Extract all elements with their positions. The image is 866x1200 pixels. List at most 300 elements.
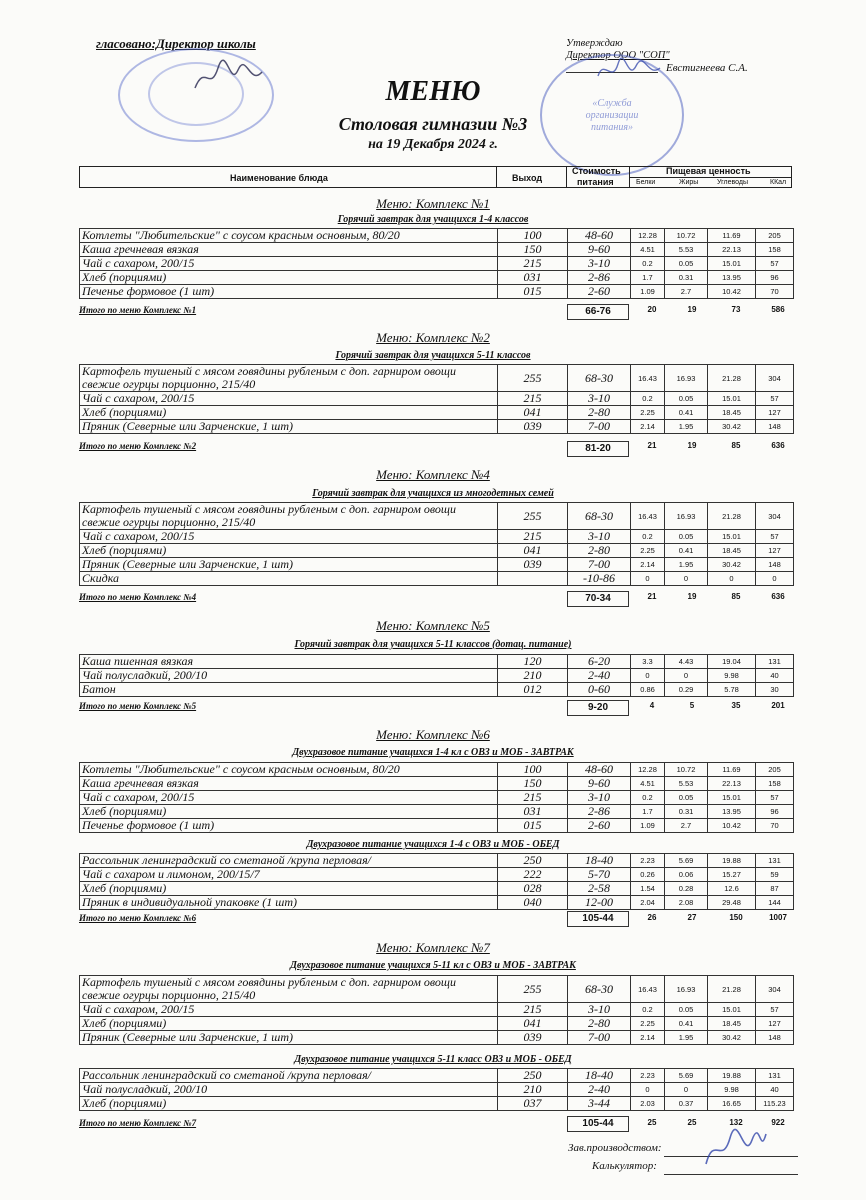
dish-output: 250 (498, 1069, 568, 1083)
table-row (80, 777, 794, 791)
total-label: Итого по меню Комплекс №4 (79, 592, 197, 602)
dish-carbs: 15.01 (708, 1003, 756, 1017)
dish-proteins: 2.14 (631, 1031, 665, 1045)
subsection-title: Горячий завтрак для учащихся 5-11 классов (дотац. питание) (294, 639, 572, 650)
total-fats: 27 (687, 913, 697, 922)
dish-kcal: 127 (756, 1017, 794, 1031)
section-title: Меню: Комплекс №5 (376, 618, 490, 633)
dish-fats: 0.37 (665, 1097, 708, 1111)
calculator-sign-line (664, 1174, 798, 1175)
menu-table (79, 975, 794, 1045)
dish-proteins: 0.2 (631, 1003, 665, 1017)
dish-output: 215 (498, 530, 568, 544)
total-fats: 19 (687, 592, 697, 601)
table-row (80, 1017, 794, 1031)
approval-title: Утверждаю (566, 38, 623, 49)
table-row (80, 683, 794, 697)
dish-proteins: 2.25 (631, 406, 665, 420)
production-manager-signature-icon (700, 1126, 770, 1171)
dish-kcal: 0 (756, 572, 794, 586)
dish-kcal: 304 (756, 976, 794, 1003)
table-row (80, 805, 794, 819)
total-proteins: 25 (647, 1118, 657, 1127)
table-row (80, 503, 794, 530)
dish-output: 255 (498, 976, 568, 1003)
section-title: Меню: Комплекс №6 (376, 727, 490, 742)
dish-proteins: 16.43 (631, 503, 665, 530)
dish-price: 2-80 (568, 544, 631, 558)
dish-proteins: 0.86 (631, 683, 665, 697)
subsection-title: Горячий завтрак для учащихся 1-4 классов (337, 214, 529, 225)
table-row (80, 854, 794, 868)
section-title: Меню: Комплекс №2 (376, 330, 490, 345)
dish-kcal: 96 (756, 271, 794, 285)
dish-kcal: 158 (756, 777, 794, 791)
table-row (80, 572, 794, 586)
dish-price: 68-30 (568, 503, 631, 530)
dish-kcal: 148 (756, 420, 794, 434)
dish-price: 6-20 (568, 655, 631, 669)
dish-name: Картофель тушеный с мясом говядины рубленым с доп. гарниром овощи свежие огурцы порционно, 215/40 (80, 976, 498, 1003)
dish-carbs: 22.13 (708, 243, 756, 257)
dish-proteins: 0 (631, 572, 665, 586)
dish-kcal: 127 (756, 544, 794, 558)
dish-kcal: 115.23 (756, 1097, 794, 1111)
menu-table (79, 853, 794, 910)
dish-fats: 0 (665, 1083, 708, 1097)
total-kcal: 636 (771, 592, 785, 601)
dish-kcal: 57 (756, 392, 794, 406)
col-fats: Жиры (679, 179, 699, 186)
dish-name: Чай полусладкий, 200/10 (80, 669, 498, 683)
dish-output: 012 (498, 683, 568, 697)
dish-kcal: 131 (756, 1069, 794, 1083)
dish-fats: 4.43 (665, 655, 708, 669)
total-kcal: 1007 (769, 913, 787, 922)
dish-output (498, 572, 568, 586)
dish-name: Хлеб (порциями) (80, 805, 498, 819)
dish-proteins: 1.7 (631, 271, 665, 285)
dish-kcal: 127 (756, 406, 794, 420)
dish-carbs: 18.45 (708, 544, 756, 558)
dish-name: Пряник (Северные или Зарченские, 1 шт) (80, 420, 498, 434)
dish-fats: 0.31 (665, 271, 708, 285)
dish-carbs: 30.42 (708, 558, 756, 572)
dish-output: 215 (498, 392, 568, 406)
dish-fats: 0.05 (665, 257, 708, 271)
dish-kcal: 205 (756, 763, 794, 777)
dish-output: 028 (498, 882, 568, 896)
dish-carbs: 12.6 (708, 882, 756, 896)
dish-proteins: 0.2 (631, 791, 665, 805)
dish-proteins: 0.2 (631, 257, 665, 271)
dish-proteins: 4.51 (631, 243, 665, 257)
table-row (80, 544, 794, 558)
dish-price: 7-00 (568, 1031, 631, 1045)
dish-price: 48-60 (568, 229, 631, 243)
dish-name: Рассольник ленинградский со сметаной /крупа перловая/ (80, 854, 498, 868)
total-fats: 25 (687, 1118, 697, 1127)
dish-carbs: 0 (708, 572, 756, 586)
dish-output: 031 (498, 271, 568, 285)
dish-proteins: 0.2 (631, 530, 665, 544)
total-kcal: 586 (771, 305, 785, 314)
dish-proteins: 4.51 (631, 777, 665, 791)
dish-kcal: 87 (756, 882, 794, 896)
dish-proteins: 2.14 (631, 558, 665, 572)
total-proteins: 4 (649, 701, 655, 710)
dish-kcal: 59 (756, 868, 794, 882)
dish-carbs: 15.01 (708, 791, 756, 805)
dish-carbs: 5.78 (708, 683, 756, 697)
dish-output: 015 (498, 285, 568, 299)
dish-fats: 2.7 (665, 819, 708, 833)
total-proteins: 21 (647, 592, 657, 601)
dish-carbs: 9.98 (708, 669, 756, 683)
total-price: 105-44 (567, 911, 629, 927)
total-label: Итого по меню Комплекс №7 (79, 1118, 197, 1128)
col-nutrition: Пищевая ценность (666, 166, 751, 176)
subsection-title: Двухразовое питание учащихся 5-11 класс ОВЗ и МОБ - ОБЕД (294, 1054, 572, 1065)
dish-name: Картофель тушеный с мясом говядины рубленым с доп. гарниром овощи свежие огурцы порционно, 215/40 (80, 503, 498, 530)
dish-price: 2-80 (568, 1017, 631, 1031)
dish-carbs: 10.42 (708, 819, 756, 833)
dish-name: Пряник (Северные или Зарченские, 1 шт) (80, 1031, 498, 1045)
dish-output: 215 (498, 257, 568, 271)
dish-carbs: 13.95 (708, 805, 756, 819)
dish-output: 210 (498, 669, 568, 683)
dish-carbs: 21.28 (708, 503, 756, 530)
dish-proteins: 2.25 (631, 544, 665, 558)
dish-kcal: 40 (756, 1083, 794, 1097)
dish-name: Печенье формовое (1 шт) (80, 819, 498, 833)
dish-fats: 0.31 (665, 805, 708, 819)
dish-name: Чай с сахаром, 200/15 (80, 1003, 498, 1017)
dish-proteins: 0.2 (631, 392, 665, 406)
total-price: 81-20 (567, 441, 629, 457)
dish-carbs: 11.69 (708, 763, 756, 777)
table-row (80, 558, 794, 572)
table-row (80, 669, 794, 683)
table-row (80, 1097, 794, 1111)
col-proteins: Белки (636, 179, 656, 186)
dish-name: Пряник в индивидуальной упаковке (1 шт) (80, 896, 498, 910)
dish-price: 3-10 (568, 1003, 631, 1017)
dish-price: 3-10 (568, 530, 631, 544)
dish-name: Котлеты "Любительские" с соусом красным основным, 80/20 (80, 763, 498, 777)
dish-output: 037 (498, 1097, 568, 1111)
dish-fats: 2.08 (665, 896, 708, 910)
dish-fats: 0.41 (665, 1017, 708, 1031)
dish-fats: 1.95 (665, 1031, 708, 1045)
dish-kcal: 57 (756, 257, 794, 271)
dish-carbs: 15.01 (708, 392, 756, 406)
dish-proteins: 0.26 (631, 868, 665, 882)
col-price-1: Стоимость (572, 166, 621, 176)
table-row (80, 868, 794, 882)
dish-proteins: 2.03 (631, 1097, 665, 1111)
table-row (80, 1031, 794, 1045)
total-proteins: 21 (647, 441, 657, 450)
dish-price: 9-60 (568, 777, 631, 791)
dish-output: 039 (498, 558, 568, 572)
table-row (80, 896, 794, 910)
dish-fats: 16.93 (665, 976, 708, 1003)
dish-carbs: 21.28 (708, 976, 756, 1003)
table-row (80, 530, 794, 544)
section-title: Меню: Комплекс №4 (376, 467, 490, 482)
dish-name: Каша пшенная вязкая (80, 655, 498, 669)
table-row (80, 791, 794, 805)
dish-carbs: 18.45 (708, 406, 756, 420)
dish-name: Батон (80, 683, 498, 697)
dish-price: 2-60 (568, 285, 631, 299)
dish-proteins: 1.09 (631, 819, 665, 833)
dish-proteins: 12.28 (631, 229, 665, 243)
dish-price: 0-60 (568, 683, 631, 697)
dish-output: 100 (498, 763, 568, 777)
dish-carbs: 29.48 (708, 896, 756, 910)
approval-position: Директор ООО "СОП" (566, 50, 670, 61)
dish-proteins: 1.7 (631, 805, 665, 819)
table-row (80, 365, 794, 392)
company-stamp-text: «Служба организации питания» (585, 98, 639, 133)
table-row (80, 420, 794, 434)
dish-output: 120 (498, 655, 568, 669)
dish-proteins: 3.3 (631, 655, 665, 669)
dish-price: 3-10 (568, 392, 631, 406)
dish-price: 68-30 (568, 365, 631, 392)
dish-fats: 0.05 (665, 392, 708, 406)
total-price: 9-20 (567, 700, 629, 716)
dish-carbs: 21.28 (708, 365, 756, 392)
col-price-2: питания (577, 177, 614, 187)
menu-table (79, 654, 794, 697)
dish-price: -10-86 (568, 572, 631, 586)
dish-fats: 16.93 (665, 365, 708, 392)
dish-carbs: 30.42 (708, 1031, 756, 1045)
total-proteins: 20 (647, 305, 657, 314)
table-row (80, 406, 794, 420)
dish-proteins: 0 (631, 669, 665, 683)
dish-fats: 2.7 (665, 285, 708, 299)
dish-kcal: 57 (756, 1003, 794, 1017)
dish-output: 041 (498, 406, 568, 420)
dish-fats: 5.69 (665, 1069, 708, 1083)
menu-table (79, 228, 794, 299)
dish-output: 039 (498, 1031, 568, 1045)
dish-price: 12-00 (568, 896, 631, 910)
dish-price: 2-40 (568, 669, 631, 683)
menu-table (79, 502, 794, 586)
dish-kcal: 57 (756, 791, 794, 805)
total-label: Итого по меню Комплекс №6 (79, 913, 197, 923)
dish-price: 7-00 (568, 558, 631, 572)
dish-carbs: 13.95 (708, 271, 756, 285)
total-fats: 19 (687, 305, 697, 314)
dish-output: 041 (498, 544, 568, 558)
dish-name: Чай с сахаром, 200/15 (80, 257, 498, 271)
dish-fats: 0 (665, 572, 708, 586)
dish-proteins: 2.23 (631, 854, 665, 868)
total-price: 105-44 (567, 1116, 629, 1132)
dish-output: 215 (498, 1003, 568, 1017)
dish-kcal: 304 (756, 503, 794, 530)
dish-fats: 5.53 (665, 243, 708, 257)
col-kcal: ККал (770, 179, 787, 186)
dish-proteins: 2.23 (631, 1069, 665, 1083)
menu-table (79, 762, 794, 833)
dish-name: Чай с сахаром, 200/15 (80, 791, 498, 805)
total-carbs: 132 (729, 1118, 743, 1127)
dish-price: 18-40 (568, 1069, 631, 1083)
dish-name: Чай полусладкий, 200/10 (80, 1083, 498, 1097)
dish-price: 9-60 (568, 243, 631, 257)
dish-carbs: 15.27 (708, 868, 756, 882)
calculator-label: Калькулятор: (592, 1160, 657, 1172)
page-subtitle: Столовая гимназии №3 (338, 114, 528, 134)
total-price: 66-76 (567, 304, 629, 320)
dish-carbs: 22.13 (708, 777, 756, 791)
dish-kcal: 70 (756, 285, 794, 299)
table-row (80, 819, 794, 833)
section-title: Меню: Комплекс №1 (376, 196, 490, 211)
dish-output: 100 (498, 229, 568, 243)
dish-fats: 0.41 (665, 406, 708, 420)
dish-kcal: 30 (756, 683, 794, 697)
dish-carbs: 16.65 (708, 1097, 756, 1111)
dish-output: 250 (498, 854, 568, 868)
table-row (80, 257, 794, 271)
dish-name: Печенье формовое (1 шт) (80, 285, 498, 299)
dish-proteins: 16.43 (631, 976, 665, 1003)
approved-by-director: гласовано:Директор школы (96, 36, 256, 51)
table-row (80, 285, 794, 299)
page-title: МЕНЮ (385, 76, 481, 107)
dish-output: 210 (498, 1083, 568, 1097)
dish-proteins: 0 (631, 1083, 665, 1097)
total-label: Итого по меню Комплекс №1 (79, 305, 197, 315)
dish-kcal: 131 (756, 854, 794, 868)
dish-price: 68-30 (568, 976, 631, 1003)
table-row (80, 882, 794, 896)
total-label: Итого по меню Комплекс №2 (79, 441, 197, 451)
total-carbs: 85 (731, 592, 741, 601)
total-price: 70-34 (567, 591, 629, 607)
dish-price: 2-86 (568, 271, 631, 285)
nutrition-divider (629, 177, 792, 178)
approval-name: Евстигнеева С.А. (666, 62, 748, 74)
dish-carbs: 15.01 (708, 257, 756, 271)
total-carbs: 73 (731, 305, 741, 314)
dish-carbs: 15.01 (708, 530, 756, 544)
dish-name: Скидка (80, 572, 498, 586)
total-carbs: 150 (729, 913, 743, 922)
dish-proteins: 2.04 (631, 896, 665, 910)
dish-fats: 0.29 (665, 683, 708, 697)
dish-kcal: 40 (756, 669, 794, 683)
col-name: Наименование блюда (230, 173, 328, 183)
dish-fats: 0.41 (665, 544, 708, 558)
col-carbs: Углеводы (717, 179, 749, 186)
dish-price: 48-60 (568, 763, 631, 777)
dish-name: Хлеб (порциями) (80, 1017, 498, 1031)
menu-table (79, 1068, 794, 1111)
dish-name: Рассольник ленинградский со сметаной /крупа перловая/ (80, 1069, 498, 1083)
dish-kcal: 148 (756, 558, 794, 572)
table-row (80, 1069, 794, 1083)
dish-output: 215 (498, 791, 568, 805)
dish-fats: 10.72 (665, 763, 708, 777)
dish-name: Чай с сахаром, 200/15 (80, 392, 498, 406)
total-fats: 19 (687, 441, 697, 450)
total-kcal: 201 (771, 701, 785, 710)
col-out: Выход (512, 173, 543, 183)
section-title: Меню: Комплекс №7 (376, 940, 490, 955)
dish-proteins: 2.25 (631, 1017, 665, 1031)
dish-proteins: 12.28 (631, 763, 665, 777)
dish-name: Хлеб (порциями) (80, 544, 498, 558)
dish-name: Хлеб (порциями) (80, 1097, 498, 1111)
dish-carbs: 30.42 (708, 420, 756, 434)
dish-carbs: 19.04 (708, 655, 756, 669)
dish-output: 031 (498, 805, 568, 819)
table-row (80, 976, 794, 1003)
table-row (80, 229, 794, 243)
dish-kcal: 158 (756, 243, 794, 257)
dish-kcal: 70 (756, 819, 794, 833)
dish-name: Хлеб (порциями) (80, 406, 498, 420)
dish-price: 2-60 (568, 819, 631, 833)
dish-name: Каша гречневая вязкая (80, 243, 498, 257)
subsection-title: Горячий завтрак для учащихся из многодетных семей (312, 488, 554, 499)
dish-carbs: 11.69 (708, 229, 756, 243)
table-row (80, 1083, 794, 1097)
dish-carbs: 19.88 (708, 1069, 756, 1083)
total-carbs: 85 (731, 441, 741, 450)
dish-price: 7-00 (568, 420, 631, 434)
dish-fats: 5.53 (665, 777, 708, 791)
dish-name: Пряник (Северные или Зарченские, 1 шт) (80, 558, 498, 572)
dish-output: 255 (498, 365, 568, 392)
dish-name: Каша гречневая вязкая (80, 777, 498, 791)
dish-proteins: 2.14 (631, 420, 665, 434)
dish-proteins: 16.43 (631, 365, 665, 392)
menu-table (79, 364, 794, 434)
subsection-title: Двухразовое питание учащихся 1-4 кл с ОВЗ и МОБ - ЗАВТРАК (292, 747, 574, 758)
dish-output: 150 (498, 243, 568, 257)
dish-fats: 0.05 (665, 530, 708, 544)
subsection-title: Двухразовое питание учащихся 1-4 с ОВЗ и МОБ - ОБЕД (306, 839, 560, 850)
dish-price: 18-40 (568, 854, 631, 868)
dish-output: 222 (498, 868, 568, 882)
dish-fats: 16.93 (665, 503, 708, 530)
dish-fats: 0.28 (665, 882, 708, 896)
dish-name: Картофель тушеный с мясом говядины рубленым с доп. гарниром овощи свежие огурцы порционно, 215/40 (80, 365, 498, 392)
dish-kcal: 144 (756, 896, 794, 910)
dish-carbs: 18.45 (708, 1017, 756, 1031)
dish-output: 041 (498, 1017, 568, 1031)
dish-name: Чай с сахаром, 200/15 (80, 530, 498, 544)
total-kcal: 636 (771, 441, 785, 450)
dish-carbs: 19.88 (708, 854, 756, 868)
dish-price: 2-86 (568, 805, 631, 819)
dish-fats: 5.69 (665, 854, 708, 868)
dish-price: 2-58 (568, 882, 631, 896)
dish-price: 2-80 (568, 406, 631, 420)
table-row (80, 1003, 794, 1017)
dish-fats: 0 (665, 669, 708, 683)
